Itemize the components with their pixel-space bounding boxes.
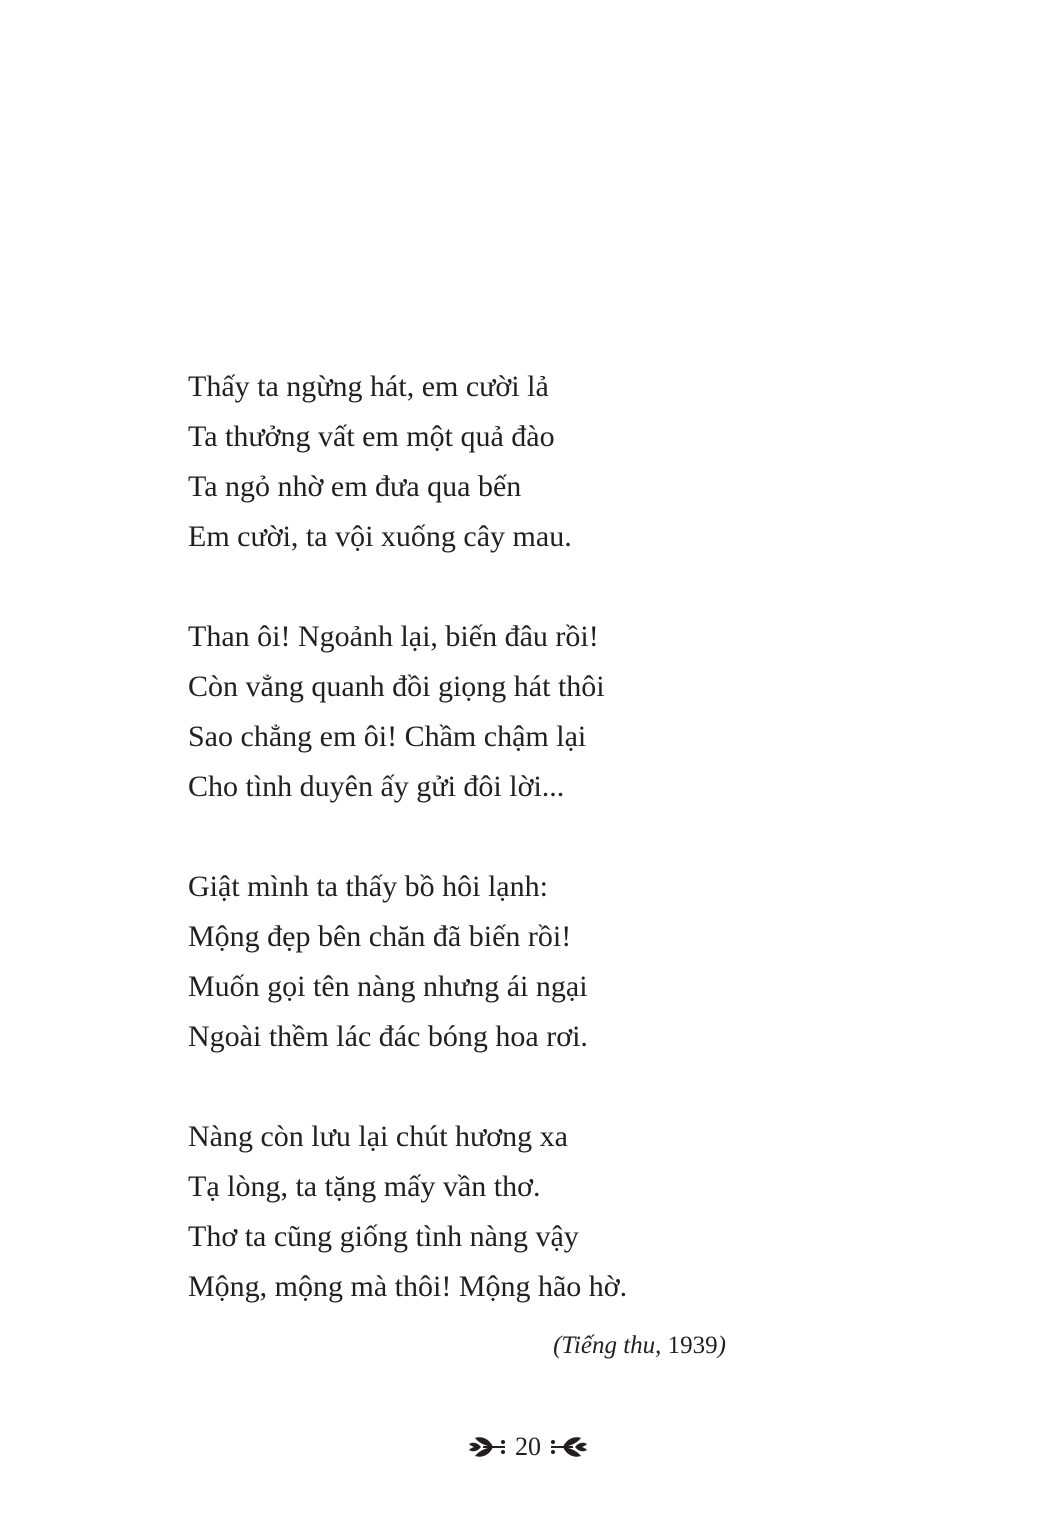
poem-line: Muốn gọi tên nàng nhưng ái ngại xyxy=(188,970,588,1003)
stanza-1 xyxy=(188,362,828,562)
poem-line: Ngoài thềm lác đác bóng hoa rơi. xyxy=(188,1020,588,1053)
poem-line: Giật mình ta thấy bồ hôi lạnh: xyxy=(188,870,548,903)
poem-line: Thấy ta ngừng hát, em cười lả xyxy=(188,370,549,403)
poem xyxy=(188,362,828,1362)
poem-line: Sao chẳng em ôi! Chầm chậm lại xyxy=(188,720,587,753)
source-close-paren: ) xyxy=(717,1332,726,1359)
poem-line: Cho tình duyên ấy gửi đôi lời... xyxy=(188,770,565,803)
poem-line: Còn vẳng quanh đồi giọng hát thôi xyxy=(188,670,605,703)
poem-line: Ta thưởng vất em một quả đào xyxy=(188,420,555,453)
poem-source xyxy=(520,1326,726,1366)
leaf-ornament-left-icon xyxy=(467,1434,507,1460)
poem-line: Mộng đẹp bên chăn đã biến rồi! xyxy=(188,920,572,953)
stanza-3 xyxy=(188,862,828,1062)
poem-line: Tạ lòng, ta tặng mấy vần thơ. xyxy=(188,1170,541,1203)
page-number: 20 xyxy=(515,1432,541,1461)
stanza-2 xyxy=(188,612,828,812)
poem-line: Ta ngỏ nhờ em đưa qua bến xyxy=(188,470,522,503)
poem-line: Mộng, mộng mà thôi! Mộng hão hờ. xyxy=(188,1270,628,1303)
poem-line: Em cười, ta vội xuống cây mau. xyxy=(188,520,572,553)
source-open-paren: ( xyxy=(553,1332,562,1359)
source-separator: , xyxy=(655,1332,668,1359)
page-footer xyxy=(0,1427,1056,1467)
poem-line: Than ôi! Ngoảnh lại, biến đâu rồi! xyxy=(188,620,599,653)
source-year: 1939 xyxy=(667,1332,718,1359)
poem-line: Thơ ta cũng giống tình nàng vậy xyxy=(188,1220,579,1253)
leaf-ornament-right-icon xyxy=(549,1434,589,1460)
source-title: Tiếng thu xyxy=(561,1332,656,1359)
stanza-4 xyxy=(188,1112,828,1312)
poem-line: Nàng còn lưu lại chút hương xa xyxy=(188,1120,568,1153)
